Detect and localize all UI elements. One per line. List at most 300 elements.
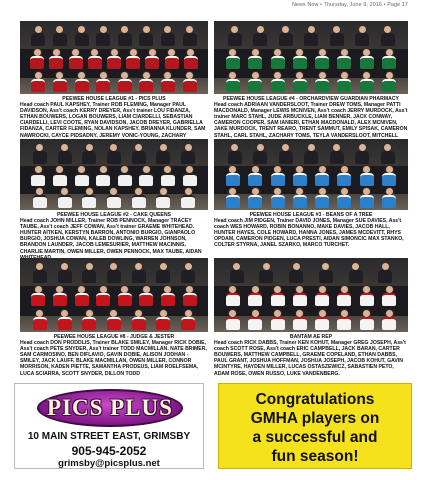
coach-figure xyxy=(96,25,110,46)
jersey xyxy=(226,317,240,330)
jersey xyxy=(33,317,47,330)
jersey xyxy=(293,56,307,69)
jersey xyxy=(226,173,240,186)
jersey xyxy=(230,270,244,283)
player-figure xyxy=(31,71,45,92)
jersey xyxy=(315,195,329,208)
jersey xyxy=(228,151,242,164)
jersey xyxy=(118,33,132,46)
jersey xyxy=(82,151,96,164)
coach-figure xyxy=(253,143,267,164)
jersey xyxy=(181,151,195,164)
player-figure xyxy=(53,71,67,92)
jersey xyxy=(53,79,67,92)
jersey xyxy=(96,293,110,306)
coach-figure xyxy=(33,262,47,283)
coach-figure xyxy=(118,25,132,46)
player-figure xyxy=(118,165,132,186)
player-figure xyxy=(293,187,307,208)
player-figure xyxy=(31,165,45,186)
player-figure xyxy=(33,187,47,208)
team-title: PEEWEE HOUSE LEAGUE #2 - CAKE QUEENS xyxy=(57,212,171,218)
coaches-row xyxy=(28,25,201,46)
player-figure xyxy=(382,71,396,92)
player-figure xyxy=(226,187,240,208)
team-panel xyxy=(20,258,208,377)
jersey xyxy=(107,317,121,330)
jersey xyxy=(337,317,351,330)
coaches-row xyxy=(222,25,401,46)
team-caption xyxy=(214,334,408,377)
player-figure xyxy=(226,309,240,330)
team-roster: Head coach ADRIAAN VANDERSLOOT, Trainer DREW TOMS, Manager PATTI MACDONALD, Manager LEWIS MCNIVEN, Ass't coach JERRY MURDOCK, Ass't trainer MARC STAHL, JUDE ARBUCKLE, LIAM BENNER, JACK CONWAY, CAMERON COOPER, SAM IANIERI, ETHAN MACDONALD, ALEX MCNIVEN, JAKE MURDOCK, TRENT REARO, TRENT SAMMUT, EMILY SPISAK, CAMERON STAHL, CARL STAHL, ZACHARY TOMS, TEYLA VANDERSLOOT, MITCHELL xyxy=(214,102,408,139)
player-figure xyxy=(248,165,262,186)
jersey xyxy=(226,293,240,306)
jersey xyxy=(360,79,374,92)
jersey xyxy=(126,56,140,69)
jersey xyxy=(360,293,374,306)
jersey xyxy=(181,195,195,208)
ad-address: 10 MAIN STREET EAST, GRIMSBY xyxy=(27,431,191,442)
jersey xyxy=(33,195,47,208)
player-figure xyxy=(118,71,132,92)
player-figure xyxy=(161,71,175,92)
jersey xyxy=(58,195,72,208)
player-figure xyxy=(271,309,285,330)
jersey xyxy=(82,270,96,283)
team-caption xyxy=(20,334,208,377)
player-figure xyxy=(75,71,89,92)
jersey xyxy=(315,317,329,330)
players-row xyxy=(222,187,401,208)
jersey xyxy=(31,293,45,306)
jersey xyxy=(96,173,110,186)
jersey xyxy=(248,195,262,208)
coach-figure xyxy=(82,143,96,164)
coach-figure xyxy=(31,25,45,46)
team-photo xyxy=(214,258,408,332)
message-line: fun season! xyxy=(271,448,359,465)
coach-figure xyxy=(82,262,96,283)
jersey xyxy=(279,33,293,46)
jersey xyxy=(75,293,89,306)
jersey xyxy=(96,79,110,92)
congratulations-message xyxy=(223,390,407,466)
jersey xyxy=(107,56,121,69)
player-figure xyxy=(337,187,351,208)
jersey xyxy=(161,173,175,186)
player-figure xyxy=(382,309,396,330)
player-figure xyxy=(382,165,396,186)
player-figure xyxy=(96,71,110,92)
player-figure xyxy=(107,48,121,69)
jersey xyxy=(139,79,153,92)
player-figure xyxy=(58,187,72,208)
jersey xyxy=(271,173,285,186)
jersey xyxy=(355,33,369,46)
coach-figure xyxy=(58,262,72,283)
jersey xyxy=(156,195,170,208)
jersey xyxy=(382,79,396,92)
jersey xyxy=(253,151,267,164)
player-figure xyxy=(293,71,307,92)
jersey xyxy=(381,151,395,164)
player-figure xyxy=(82,309,96,330)
team-title: PEEWEE HOUSE LEAGUE #4 - ORCHARDVIEW GUARDIAN PHARMACY xyxy=(223,96,399,102)
coach-figure xyxy=(33,143,47,164)
coach-figure xyxy=(304,143,318,164)
coaches-row xyxy=(28,143,201,164)
coach-figure xyxy=(355,143,369,164)
players-row xyxy=(28,165,201,186)
player-figure xyxy=(53,285,67,306)
player-figure xyxy=(360,309,374,330)
jersey xyxy=(183,293,197,306)
coach-figure xyxy=(381,25,395,46)
team-caption xyxy=(214,212,408,249)
jersey xyxy=(337,79,351,92)
player-figure xyxy=(75,165,89,186)
jersey xyxy=(279,151,293,164)
team-roster: Head coach JIM PIDGEN, Trainer DAVID JONES, Manager SUE DAVIES, Ass't coach WES HOWARD, ROBIN BONANNO, MAKE DAVIES, JACOB HALL, HUNTER HAYES, COLE HOWARD, HANNA JONES, JAMES MCDEVITT, RHYS OPDAM, CAMERON PIDGEN, LUCA PRESTI, AIDAN SIMONCIC MAX STANKO, COLTER STYRNA, JANEL SZARKO, MARCO TURCHET. xyxy=(214,218,404,249)
coach-figure xyxy=(183,25,197,46)
player-figure xyxy=(271,48,285,69)
coach-figure xyxy=(330,143,344,164)
coaches-row xyxy=(28,262,201,283)
team-panel xyxy=(214,258,408,377)
jersey xyxy=(156,151,170,164)
jersey xyxy=(96,33,110,46)
jersey xyxy=(271,195,285,208)
player-figure xyxy=(107,187,121,208)
player-figure xyxy=(226,165,240,186)
jersey xyxy=(378,270,392,283)
jersey xyxy=(382,293,396,306)
jersey xyxy=(315,173,329,186)
player-figure xyxy=(58,309,72,330)
player-figure xyxy=(315,309,329,330)
jersey xyxy=(53,293,67,306)
coach-figure xyxy=(253,25,267,46)
team-caption xyxy=(20,212,208,261)
jersey xyxy=(82,195,96,208)
player-figure xyxy=(139,71,153,92)
coach-figure xyxy=(156,143,170,164)
jersey xyxy=(107,151,121,164)
player-figure xyxy=(132,187,146,208)
jersey xyxy=(156,317,170,330)
player-figure xyxy=(226,285,240,306)
jersey xyxy=(181,317,195,330)
player-figure xyxy=(337,71,351,92)
jersey xyxy=(293,293,307,306)
coach-figure xyxy=(319,262,333,283)
jersey xyxy=(360,195,374,208)
jersey xyxy=(30,56,44,69)
players-row xyxy=(222,48,401,69)
jersey xyxy=(315,293,329,306)
coach-figure xyxy=(378,262,392,283)
jersey xyxy=(139,33,153,46)
player-figure xyxy=(337,165,351,186)
player-figure xyxy=(156,309,170,330)
jersey xyxy=(337,56,351,69)
jersey xyxy=(293,195,307,208)
coach-figure xyxy=(381,143,395,164)
coach-figure xyxy=(53,25,67,46)
jersey xyxy=(139,293,153,306)
jersey xyxy=(161,293,175,306)
coach-figure xyxy=(330,25,344,46)
coach-figure xyxy=(75,25,89,46)
jersey xyxy=(31,33,45,46)
coach-figure xyxy=(132,143,146,164)
jersey xyxy=(315,56,329,69)
jersey xyxy=(304,33,318,46)
team-photo xyxy=(214,21,408,94)
player-figure xyxy=(30,48,44,69)
player-figure xyxy=(82,187,96,208)
player-figure xyxy=(96,165,110,186)
jersey xyxy=(75,33,89,46)
jersey xyxy=(118,293,132,306)
coach-figure xyxy=(58,143,72,164)
players-row xyxy=(28,285,201,306)
jersey xyxy=(82,317,96,330)
jersey xyxy=(248,293,262,306)
player-figure xyxy=(360,48,374,69)
player-figure xyxy=(360,285,374,306)
team-roster: Head coach JOHN MILLER, Trainer ROB PENNOCK, Manager TRACEY TAUBE, Ass't coach JEFF COWAN, Ass't trainer GRAEME WHITEHEAD. HUNTER AITKEN, KERSTYN BARRON, ANTONIO BURGIO, GIANPAOLO BURGIO, JOSHUA COWAN, KALEB DOWLING, WARREN JOHNSON, BRANDON LAUNDER, JACOB LEMESURIER, MATTHEW MACINNIS, CHARLIE MARTIN, OWEN MILLER, OWEN PENNOCK, MAX TAUBE, AIDAN xyxy=(20,218,202,255)
player-figure xyxy=(161,165,175,186)
jersey xyxy=(132,270,146,283)
jersey xyxy=(145,56,159,69)
team-panel xyxy=(20,139,208,261)
jersey xyxy=(248,79,262,92)
jersey xyxy=(382,317,396,330)
team-title: PEEWEE HOUSE LEAGUE #3 - BEANS OF A TREE xyxy=(249,212,373,218)
player-figure xyxy=(293,285,307,306)
team-photo xyxy=(20,21,208,94)
coach-figure xyxy=(228,143,242,164)
players-row xyxy=(28,71,201,92)
player-figure xyxy=(248,187,262,208)
player-figure xyxy=(183,71,197,92)
jersey xyxy=(75,173,89,186)
jersey xyxy=(31,173,45,186)
jersey xyxy=(293,173,307,186)
coach-figure xyxy=(279,25,293,46)
jersey xyxy=(181,270,195,283)
jersey xyxy=(248,317,262,330)
coach-figure xyxy=(230,262,244,283)
player-figure xyxy=(183,285,197,306)
player-figure xyxy=(315,48,329,69)
team-photo xyxy=(20,139,208,210)
player-figure xyxy=(69,48,83,69)
player-figure xyxy=(337,309,351,330)
player-figure xyxy=(315,285,329,306)
player-figure xyxy=(49,48,63,69)
jersey xyxy=(271,293,285,306)
message-line: GMHA players on xyxy=(250,410,380,427)
jersey xyxy=(132,317,146,330)
player-figure xyxy=(360,165,374,186)
jersey xyxy=(184,56,198,69)
team-caption xyxy=(20,96,208,145)
player-figure xyxy=(107,309,121,330)
jersey xyxy=(118,79,132,92)
jersey xyxy=(88,56,102,69)
coach-figure xyxy=(139,25,153,46)
jersey xyxy=(58,151,72,164)
jersey xyxy=(248,173,262,186)
jersey xyxy=(271,56,285,69)
jersey xyxy=(75,79,89,92)
team-roster: Head coach DON PRODDLIS, Trainer BLAKE SMILEY, Manager RICK DOBIE, Ass't coach PETE SNYDER, Ass't trainer TODD MACMILLAN. NATE BRIMER, SAM CARMOSINO, BEN DIFLAVIO, GAVIN DOBIE, ALISON JODHAN - SMILEY, JACK LAUFF, BLAKE MACMILLAN, OWEN MILLER, CONNOR MORRISON, KADEN PIETTE, SAMANTHA PRODEUS, LIAM ROELFSEMA, LUCA SCIARRA, SCOTT SNYDER, DILLON TODD xyxy=(20,340,207,377)
jersey xyxy=(382,56,396,69)
jersey xyxy=(271,317,285,330)
player-figure xyxy=(248,48,262,69)
jersey xyxy=(253,33,267,46)
player-figure xyxy=(382,187,396,208)
jersey xyxy=(293,317,307,330)
player-figure xyxy=(360,71,374,92)
player-figure xyxy=(181,187,195,208)
team-title: PEEWEE HOUSE LEAGUE #1 - PICS PLUS xyxy=(62,96,166,102)
players-row xyxy=(222,165,401,186)
coach-figure xyxy=(259,262,273,283)
player-figure xyxy=(248,309,262,330)
coach-figure xyxy=(355,25,369,46)
congratulations-ad xyxy=(218,383,412,469)
team-photo xyxy=(20,258,208,332)
jersey xyxy=(183,79,197,92)
jersey xyxy=(228,33,242,46)
player-figure xyxy=(161,285,175,306)
jersey xyxy=(31,79,45,92)
jersey xyxy=(183,33,197,46)
team-roster: Head coach PAUL KAPSHEY, Trainer ROB FLEMING, Manager PAUL DAVIDSON, Ass't coach KERRY DREYER, Ass't trainer LOU FIDANZA, ETHAN BOUWERS, LOGAN BOUWERS, LIAM CIARDELLI, SEBASTIAN CIARDELLI, LEVI COOTE, RYAN DAVIDSON, JACOB DREYER, GABRIELLA FIDANZA, CARTER FLEMING, NOLAN KAPSHEY, BRIANNA KLUNDER, SAM NAWROCKI, CAYCE PIDSADNY, JEREMY VONIC-YOUNG, ZACHARY xyxy=(20,102,206,139)
team-panel xyxy=(214,21,408,145)
pics-plus-logo xyxy=(37,389,183,427)
player-figure xyxy=(315,165,329,186)
jersey xyxy=(271,79,285,92)
jersey xyxy=(49,56,63,69)
player-figure xyxy=(75,285,89,306)
team-panel xyxy=(214,139,408,249)
jersey xyxy=(382,195,396,208)
jersey xyxy=(337,173,351,186)
coach-figure xyxy=(181,143,195,164)
player-figure xyxy=(382,48,396,69)
player-figure xyxy=(360,187,374,208)
players-row xyxy=(222,285,401,306)
jersey xyxy=(289,270,303,283)
player-figure xyxy=(248,71,262,92)
jersey xyxy=(58,317,72,330)
coaches-row xyxy=(222,143,401,164)
coach-figure xyxy=(156,262,170,283)
coach-figure xyxy=(279,143,293,164)
jersey xyxy=(107,270,121,283)
coach-figure xyxy=(107,262,121,283)
jersey xyxy=(360,56,374,69)
jersey xyxy=(132,195,146,208)
coaches-row xyxy=(222,262,401,283)
jersey xyxy=(53,173,67,186)
players-row xyxy=(28,309,201,330)
pics-plus-ad xyxy=(14,383,204,469)
player-figure xyxy=(271,285,285,306)
player-figure xyxy=(156,187,170,208)
player-figure xyxy=(165,48,179,69)
player-figure xyxy=(293,165,307,186)
jersey xyxy=(132,151,146,164)
team-photo xyxy=(214,139,408,210)
player-figure xyxy=(315,71,329,92)
ad-phone: 905-945-2052 xyxy=(71,444,147,458)
ad-email: grimsby@picsplus.net xyxy=(58,458,160,469)
jersey xyxy=(330,33,344,46)
jersey xyxy=(183,173,197,186)
message-line: Congratulations xyxy=(255,391,375,408)
jersey xyxy=(33,270,47,283)
player-figure xyxy=(126,48,140,69)
players-row xyxy=(28,187,201,208)
player-figure xyxy=(145,48,159,69)
jersey xyxy=(360,173,374,186)
player-figure xyxy=(293,48,307,69)
jersey xyxy=(381,33,395,46)
team-caption xyxy=(214,96,408,145)
player-figure xyxy=(33,309,47,330)
jersey xyxy=(165,56,179,69)
player-figure xyxy=(88,48,102,69)
player-figure xyxy=(183,165,197,186)
player-figure xyxy=(31,285,45,306)
jersey xyxy=(107,195,121,208)
coach-figure xyxy=(132,262,146,283)
jersey xyxy=(349,270,363,283)
player-figure xyxy=(139,285,153,306)
player-figure xyxy=(226,71,240,92)
player-figure xyxy=(118,285,132,306)
jersey xyxy=(118,173,132,186)
jersey xyxy=(248,56,262,69)
player-figure xyxy=(53,165,67,186)
jersey xyxy=(337,195,351,208)
player-figure xyxy=(337,285,351,306)
page-header: News Now • Thursday, June 9, 2016 • Page 17 xyxy=(291,2,408,8)
player-figure xyxy=(293,309,307,330)
coach-figure xyxy=(349,262,363,283)
jersey xyxy=(355,151,369,164)
jersey xyxy=(259,270,273,283)
player-figure xyxy=(315,187,329,208)
jersey xyxy=(226,79,240,92)
player-figure xyxy=(139,165,153,186)
player-figure xyxy=(226,48,240,69)
jersey xyxy=(139,173,153,186)
jersey xyxy=(337,293,351,306)
jersey xyxy=(315,79,329,92)
team-title: PEEWEE HOUSE LEAGUE #8 - JUDGE & JESTER xyxy=(53,334,175,340)
coach-figure xyxy=(181,262,195,283)
player-figure xyxy=(181,309,195,330)
player-figure xyxy=(382,285,396,306)
jersey xyxy=(382,173,396,186)
